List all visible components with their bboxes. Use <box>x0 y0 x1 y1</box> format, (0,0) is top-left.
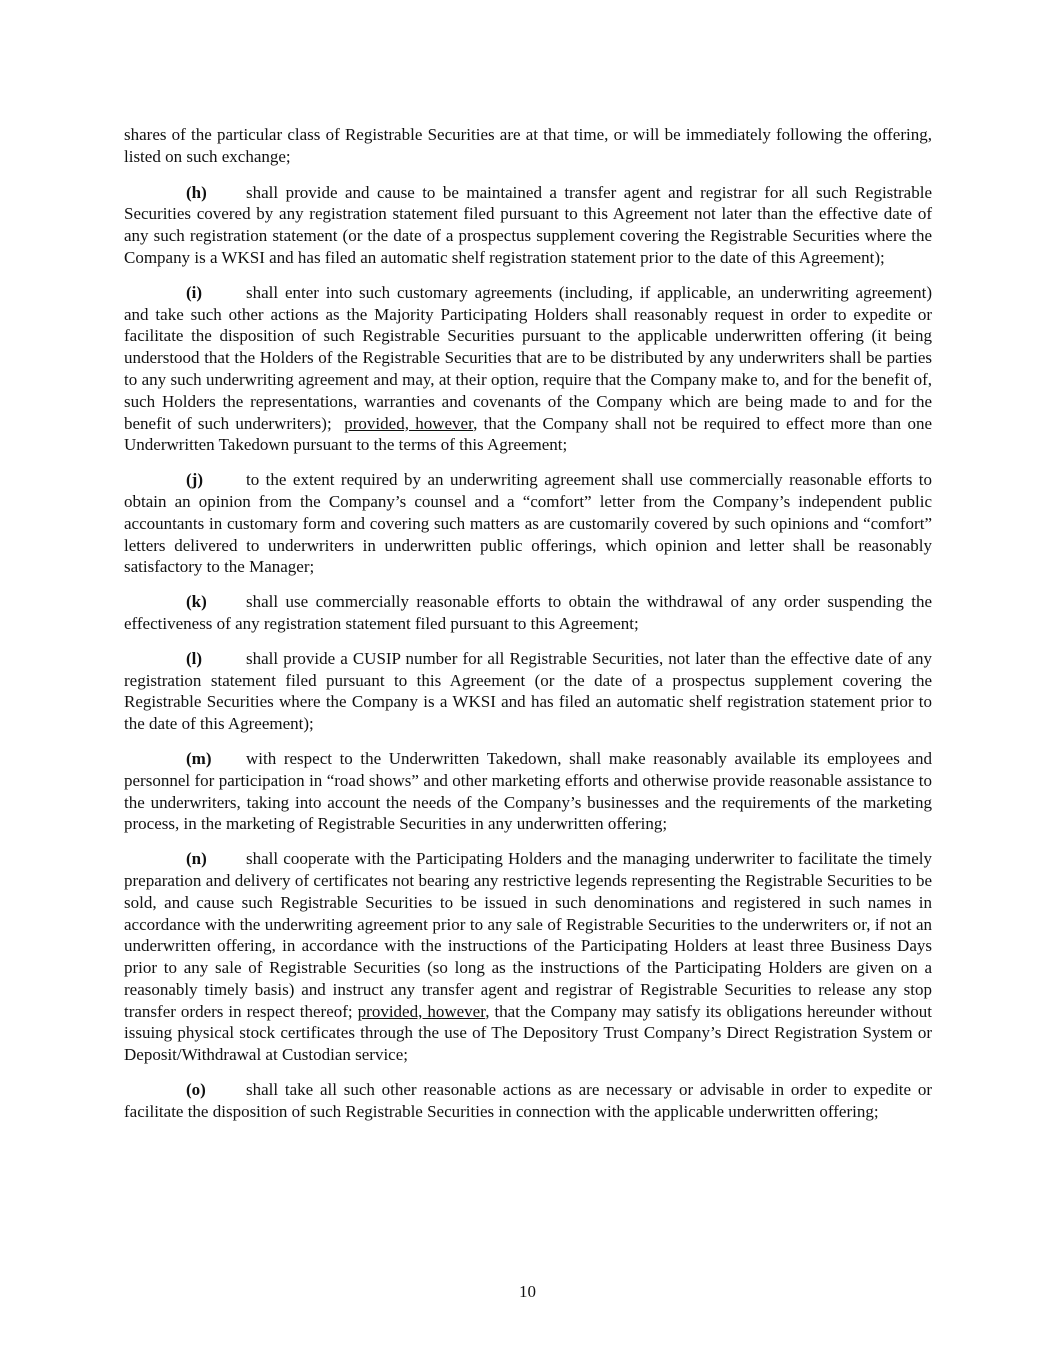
underlined-term: provided, however <box>344 413 474 433</box>
clause-text: with respect to the Underwritten Takedown, shall make reasonably available its employees and personnel for participation in “road shows” and other marketing efforts and otherwise provide reasonable assistance to the underwriters, taking into account the needs of the Company’s businesses and the requirements of the marketing process, in the marketing of Registrable Securities in any underwritten offering; <box>124 748 932 834</box>
clause-m <box>124 748 932 835</box>
clause-label: (h) <box>186 182 207 202</box>
clause-text: shall provide a CUSIP number for all Registrable Securities, not later than the effective date of any registration statement filed pursuant to this Agreement (or the date of a prospectus supplement covering the Registrable Securities where the Company is a WKSI and has filed an automatic shelf registration statement prior to the date of this Agreement); <box>124 648 932 734</box>
clause-n <box>124 848 932 1066</box>
clause-k <box>124 591 932 635</box>
clause-l <box>124 648 932 735</box>
clause-text-after: , that the Company may satisfy its obligations hereunder without issuing physical stock certificates through the use of The Depository Trust Company’s Direct Registration System or Deposit/Withdrawal at Custodian service; <box>124 1001 933 1065</box>
underlined-term: provided, however <box>357 1001 486 1021</box>
clause-text: shall enter into such customary agreements (including, if applicable, an underwriting agreement) and take such other actions as the Majority Participating Holders shall reasonably request in order to expedite or facilitate the disposition of such Registrable Securities pursuant to the applicable underwritten offering (it being understood that the Holders of the Registrable Securities that are to be distributed by any underwriters shall be parties to any such underwriting agreement and may, at their option, require that the Company make to, and for the benefit of, such Holders the representations, warranties and covenants of the Company which are being made to and for the benefit of such underwriters); <box>124 282 932 433</box>
clause-label: (m) <box>186 748 212 768</box>
clause-label: (n) <box>186 849 207 869</box>
document-page <box>124 124 932 1136</box>
clause-text: shall provide and cause to be maintained a transfer agent and registrar for all such Registrable Securities covered by any registration statement filed pursuant to this Agreement not later than the effective date of any such registration statement (or the date of a prospectus supplement covering the Registrable Securities where the Company is a WKSI and has filed an automatic shelf registration statement prior to the date of this Agreement); <box>124 182 932 267</box>
clause-text-after: , that the Company shall not be required to effect more than one Underwritten Takedown pursuant to the terms of this Agreement; <box>124 413 933 455</box>
clause-h <box>124 182 932 269</box>
clause-label: (k) <box>186 592 207 612</box>
clause-i <box>124 282 932 456</box>
clause-text: shall take all such other reasonable actions as are necessary or advisable in order to expedite or facilitate the disposition of such Registrable Securities in connection with the applicable underwritten offering; <box>124 1080 932 1121</box>
continuation-paragraph: shares of the particular class of Registrable Securities are at that time, or will be immediately following the offering, listed on such exchange; <box>124 125 932 166</box>
clause-o <box>124 1079 932 1123</box>
clause-label: (l) <box>186 648 203 668</box>
clause-label: (i) <box>186 282 203 302</box>
clause-label: (o) <box>186 1080 206 1100</box>
clause-text: shall cooperate with the Participating Holders and the managing underwriter to facilitate the timely preparation and delivery of certificates not bearing any restrictive legends representing the Registrable Securities to be sold, and cause such Registrable Securities to be issued in such denominations and registered in such names in accordance with the underwriting agreement prior to any sale of Registrable Securities to the underwriters or, if not an underwritten offering, in accordance with the instructions of the Participating Holders at least three Business Days prior to any sale of Registrable Securities (so long as the instructions of the Participating Holders are given on a reasonably timely basis) and instruct any transfer agent and registrar of Registrable Securities to release any stop transfer orders in respect thereof; <box>124 849 932 1021</box>
clause-j <box>124 469 932 578</box>
clause-label: (j) <box>186 470 203 490</box>
page-number: 10 <box>519 1282 536 1301</box>
clause-text: to the extent required by an underwriting agreement shall use commercially reasonable efforts to obtain an opinion from the Company’s counsel and a “comfort” letter from the Company’s independent public accountants in customary form and covering such matters as are customarily covered by such opinions and “comfort” letters delivered to underwriters in underwritten public offerings, which opinion and letter shall be reasonably satisfactory to the Manager; <box>124 470 932 577</box>
clause-text: shall use commercially reasonable efforts to obtain the withdrawal of any order suspending the effectiveness of any registration statement filed pursuant to this Agreement; <box>124 592 932 633</box>
